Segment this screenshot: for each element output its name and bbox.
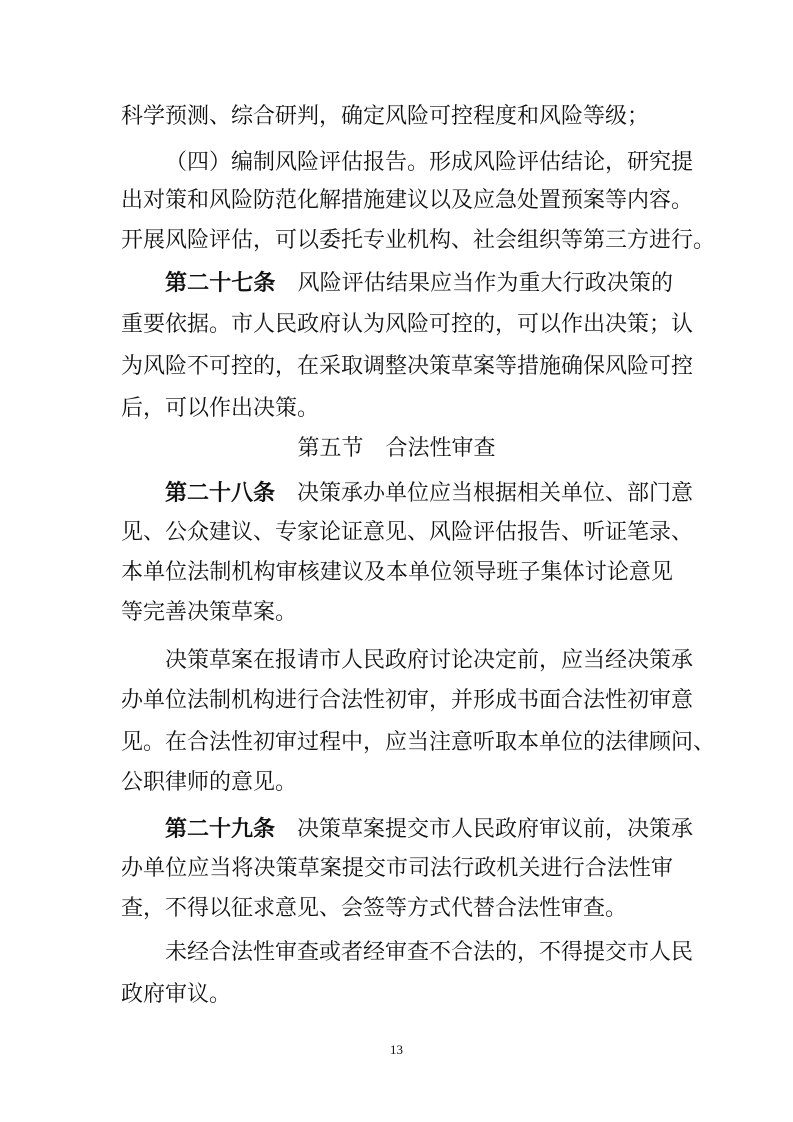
- section-name: 合法性审查: [385, 436, 496, 461]
- body-line: 重要依据。市人民政府认为风险可控的，可以作出决策；认: [121, 312, 694, 337]
- section-number: 第五节: [297, 436, 364, 461]
- body-line: 政府审议。: [121, 982, 232, 1007]
- body-line: 出对策和风险防范化解措施建议以及应急处置预案等内容。: [121, 188, 694, 213]
- body-line: 决策草案提交市人民政府审议前，决策承: [297, 817, 694, 842]
- body-line: 未经合法性审查或者经审查不合法的，不得提交市人民: [165, 940, 694, 965]
- body-line: 科学预测、综合研判，确定风险可控程度和风险等级；: [121, 104, 650, 129]
- body-line: 见。在合法性初审过程中，应当注意听取本单位的法律顾问、: [121, 730, 716, 755]
- body-line: 开展风险评估，可以委托专业机构、社会组织等第三方进行。: [121, 228, 716, 253]
- body-line: 本单位法制机构审核建议及本单位领导班子集体讨论意见: [121, 560, 673, 585]
- body-line: 后，可以作出决策。: [121, 396, 320, 421]
- article-number-27: 第二十七条: [165, 270, 276, 296]
- article-number-28: 第二十八条: [165, 480, 276, 506]
- section-title: [0, 434, 793, 464]
- body-line: 风险评估结果应当作为重大行政决策的: [297, 271, 673, 296]
- article-paragraph-first-line: [165, 814, 694, 844]
- body-line: 查，不得以征求意见、会签等方式代替合法性审查。: [121, 896, 628, 921]
- article-paragraph-first-line: [165, 478, 694, 508]
- body-line: 决策承办单位应当根据相关单位、部门意: [297, 481, 694, 506]
- article-paragraph-first-line: [165, 268, 673, 298]
- page-number: 13: [390, 1042, 403, 1057]
- body-line: 办单位法制机构进行合法性初审，并形成书面合法性初审意: [121, 688, 694, 713]
- body-line: 见、公众建议、专家论证意见、风险评估报告、听证笔录、: [121, 520, 694, 545]
- body-line: 决策草案在报请市人民政府讨论决定前，应当经决策承: [165, 648, 694, 673]
- body-line: 公职律师的意见。: [121, 770, 298, 795]
- body-line: 等完善决策草案。: [121, 600, 298, 625]
- body-line: （四）编制风险评估报告。形成风险评估结论，研究提: [165, 150, 694, 175]
- body-line: 办单位应当将决策草案提交市司法行政机关进行合法性审: [121, 856, 673, 881]
- body-line: 为风险不可控的，在采取调整决策草案等措施确保风险可控: [121, 354, 694, 379]
- article-number-29: 第二十九条: [165, 816, 276, 842]
